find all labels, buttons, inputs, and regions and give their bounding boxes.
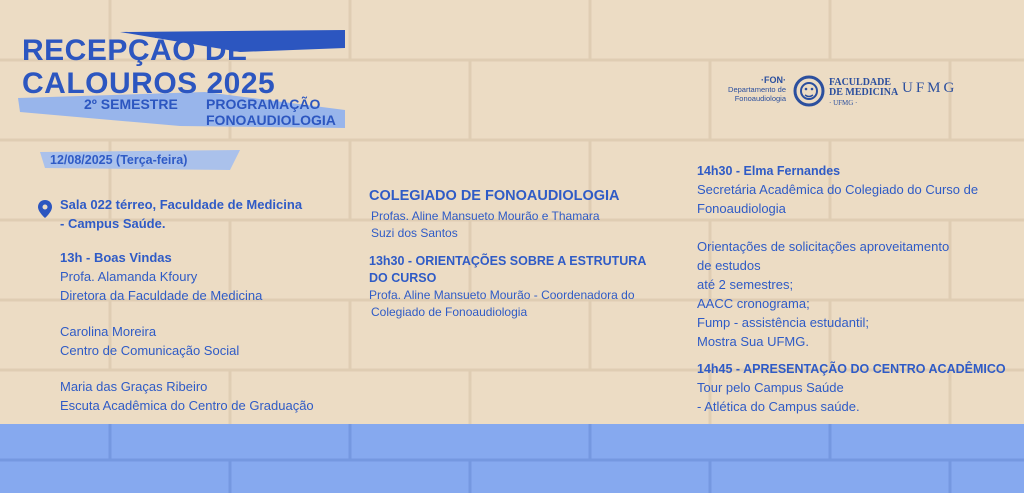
program-label xyxy=(206,96,336,128)
location-pin-icon xyxy=(38,200,52,218)
title-line-1: RECEPÇÃO DE xyxy=(22,34,248,67)
elma-text-line-2: Fonoaudiologia xyxy=(697,201,786,216)
colegiado-block xyxy=(369,187,669,321)
ufmg-logo: UFMG xyxy=(902,80,958,96)
welcome-title: 13h - Boas Vindas xyxy=(60,250,172,265)
fm-line-3: · UFMG · xyxy=(829,99,858,107)
welcome-block xyxy=(60,248,314,415)
orientation-line-6: Mostra Sua UFMG. xyxy=(697,334,809,349)
fon-line-1: Departamento de xyxy=(728,85,786,94)
colegiado-people-line-2: Suzi dos Santos xyxy=(371,226,458,240)
location xyxy=(60,195,302,233)
ca-text-line-1: Tour pelo Campus Saúde xyxy=(697,380,844,395)
speaker-3-role: Escuta Acadêmica do Centro de Graduação xyxy=(60,398,314,413)
structure-text-line-1: Profa. Aline Mansueto Mourão - Coordenadora do xyxy=(369,288,635,302)
medicine-logo-text xyxy=(829,78,898,108)
ca-text-line-2: - Atlética do Campus saúde. xyxy=(697,399,860,414)
event-title xyxy=(22,34,275,100)
speaker-1-name: Profa. Alamanda Kfoury xyxy=(60,269,198,284)
speaker-2-role: Centro de Comunicação Social xyxy=(60,343,240,358)
speaker-1-role: Diretora da Faculdade de Medicina xyxy=(60,288,263,303)
ca-title: 14h45 - APRESENTAÇÃO DO CENTRO ACADÊMICO xyxy=(697,362,1006,376)
orientation-line-2: de estudos xyxy=(697,258,761,273)
event-date: 12/08/2025 (Terça-feira) xyxy=(50,153,188,167)
speaker-3-name: Maria das Graças Ribeiro xyxy=(60,379,208,394)
fon-line-2: Fonoaudiologia xyxy=(734,94,786,103)
title-line-2: CALOUROS 2025 xyxy=(22,67,276,100)
program-line-1: PROGRAMAÇÃO xyxy=(206,96,321,112)
colegiado-people-line-1: Profas. Aline Mansueto Mourão e Thamara xyxy=(371,209,600,223)
location-line-1: Sala 022 térreo, Faculdade de Medicina xyxy=(60,197,303,212)
fon-logo xyxy=(722,76,786,103)
speaker-2-name: Carolina Moreira xyxy=(60,324,157,339)
elma-title: 14h30 - Elma Fernandes xyxy=(697,164,841,178)
orientation-line-5: Fump - assistência estudantil; xyxy=(697,315,869,330)
structure-title-line-2: DO CURSO xyxy=(369,271,437,285)
orientation-line-3: até 2 semestres; xyxy=(697,277,794,292)
fon-label: ·FON· xyxy=(761,75,786,85)
program-line-2: FONOAUDIOLOGIA xyxy=(206,112,336,128)
structure-title-line-1: 13h30 - ORIENTAÇÕES SOBRE A ESTRUTURA xyxy=(369,254,647,268)
structure-text-line-2: Colegiado de Fonoaudiologia xyxy=(371,305,528,319)
afternoon-block xyxy=(697,163,1017,416)
elma-text-line-1: Secretária Acadêmica do Colegiado do Curso de xyxy=(697,182,979,197)
fm-line-1: FACULDADE xyxy=(829,77,892,88)
orientation-line-1: Orientações de solicitações aproveitamento xyxy=(697,239,950,254)
semester-label: 2º SEMESTRE xyxy=(84,96,178,112)
colegiado-heading: COLEGIADO DE FONOAUDIOLOGIA xyxy=(369,188,620,204)
fm-line-2: DE MEDICINA xyxy=(829,87,899,98)
location-line-2: - Campus Saúde. xyxy=(60,216,166,231)
orientation-line-4: AACC cronograma; xyxy=(697,296,810,311)
lion-crest-icon xyxy=(793,74,825,108)
